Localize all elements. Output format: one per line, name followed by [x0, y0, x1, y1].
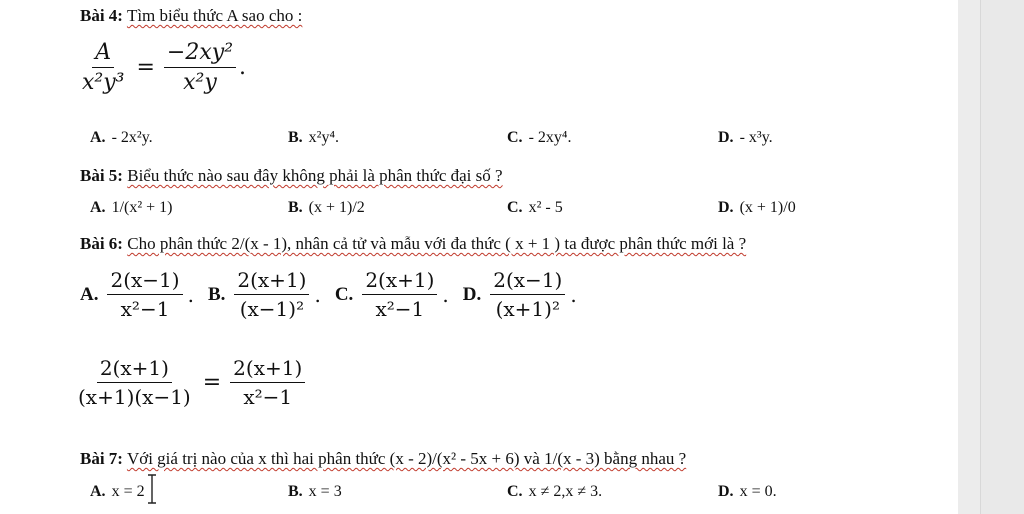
- bai5-text: Biểu thức nào sau đây không phải là phân thức đại số ?: [127, 166, 503, 185]
- bai4-option-b-text: x²y⁴.: [308, 129, 340, 146]
- bai6-option-c-den: x²−1: [375, 297, 425, 321]
- bai6-answer-equals: =: [202, 370, 222, 395]
- bai4-option-a-text: - 2x²y.: [111, 129, 153, 146]
- bai6-option-b-end: .: [314, 282, 321, 307]
- bai6-answer-equation: [72, 356, 308, 409]
- bai4-rhs-fraction: [164, 40, 236, 95]
- bai5-title: Bài 5:: [80, 166, 123, 185]
- bai6-answer-rhs-num: 2(x+1): [230, 356, 305, 383]
- bai7-text: Với giá trị nào của x thì hai phân thức (x - 2)/(x² - 5x + 6) và 1/(x - 3) bằng nhau ?: [126, 449, 687, 468]
- bai5-option-c-label: C.: [507, 199, 523, 216]
- bai6-answer-rhs-den: x²−1: [243, 385, 293, 409]
- bai4-eq-end: .: [239, 55, 247, 80]
- bai6-option-b-fraction[interactable]: [234, 268, 309, 321]
- bai4-option-b-label: B.: [288, 129, 303, 146]
- bai5-option-a-text: 1/(x² + 1): [111, 199, 173, 216]
- bai6-option-a-label[interactable]: A.: [80, 283, 99, 305]
- bai5-option-c-text: x² - 5: [528, 199, 563, 216]
- bai4-option-c[interactable]: [507, 128, 571, 148]
- bai6-answer-lhs-fraction: [75, 356, 194, 409]
- bai4-heading: [80, 6, 302, 26]
- bai4-option-d[interactable]: [718, 128, 773, 148]
- bai6-option-d-num: 2(x−1): [490, 268, 565, 295]
- bai4-option-c-text: - 2xy⁴.: [528, 129, 572, 146]
- bai5-option-b-label: B.: [288, 199, 303, 216]
- bai5-option-d-text: (x + 1)/0: [739, 199, 796, 216]
- bai4-equals: =: [136, 55, 155, 80]
- scroll-gutter: [958, 0, 980, 514]
- bai6-answer-lhs-num: 2(x+1): [97, 356, 172, 383]
- bai4-option-c-label: C.: [507, 129, 523, 146]
- bai7-title: Bài 7:: [80, 449, 123, 468]
- bai6-options-row: [80, 268, 577, 321]
- bai5-heading: [80, 166, 503, 186]
- bai6-option-b-den: (x−1)²: [239, 297, 305, 321]
- bai4-option-d-label: D.: [718, 129, 734, 146]
- bai6-option-a-num: 2(x−1): [107, 268, 182, 295]
- bai5-option-b[interactable]: [288, 198, 365, 218]
- bai6-option-c-end: .: [442, 282, 449, 307]
- bai4-option-d-text: - x³y.: [739, 129, 773, 146]
- bai7-option-d-label: D.: [718, 483, 734, 500]
- bai4-option-a-label: A.: [90, 129, 106, 146]
- bai7-option-d[interactable]: [718, 482, 777, 502]
- bai5-option-c[interactable]: [507, 198, 563, 218]
- bai7-option-b-label: B.: [288, 483, 303, 500]
- bai6-option-a-fraction[interactable]: [107, 268, 182, 321]
- bai7-option-a-text: x = 2: [111, 483, 145, 500]
- bai7-option-a[interactable]: [90, 482, 145, 502]
- bai4-text: Tìm biểu thức A sao cho :: [126, 6, 303, 25]
- bai6-option-d-label[interactable]: D.: [462, 283, 482, 305]
- bai6-option-a-end: .: [187, 282, 194, 307]
- bai7-option-b[interactable]: [288, 482, 342, 502]
- bai6-option-c-label[interactable]: C.: [334, 283, 354, 305]
- bai6-option-a-den: x²−1: [120, 297, 170, 321]
- bai7-option-c-label: C.: [507, 483, 523, 500]
- bai6-option-b-num: 2(x+1): [234, 268, 309, 295]
- bai4-lhs-fraction: [79, 40, 127, 95]
- bai7-option-d-text: x = 0.: [739, 483, 777, 500]
- bai6-option-b-label[interactable]: B.: [207, 283, 226, 305]
- bai6-option-d-end: .: [570, 282, 577, 307]
- bai4-lhs-num: A: [92, 40, 114, 68]
- bai4-rhs-den: x²y: [183, 70, 217, 95]
- bai6-option-c-num: 2(x+1): [362, 268, 437, 295]
- bai6-heading: [80, 234, 746, 254]
- bai4-lhs-den: x²y³: [82, 70, 125, 95]
- bai4-rhs-num: −2xy²: [164, 40, 236, 68]
- bai7-option-c-text: x ≠ 2,x ≠ 3.: [528, 483, 603, 500]
- bai7-option-b-text: x = 3: [308, 483, 342, 500]
- bai6-answer-lhs-den: (x+1)(x−1): [78, 385, 191, 409]
- text-cursor-icon: [146, 474, 158, 504]
- bai6-answer-rhs-fraction: [230, 356, 305, 409]
- bai4-equation: [76, 40, 246, 95]
- bai6-option-d-den: (x+1)²: [495, 297, 560, 321]
- bai5-option-a[interactable]: [90, 198, 172, 218]
- bai4-title: Bài 4:: [80, 6, 123, 25]
- bai4-option-b[interactable]: [288, 128, 339, 148]
- bai7-option-a-label: A.: [90, 483, 106, 500]
- bai6-option-d-fraction[interactable]: [490, 268, 565, 321]
- bai7-option-c[interactable]: [507, 482, 602, 502]
- bai6-option-c-fraction[interactable]: [362, 268, 437, 321]
- bai5-option-d-label: D.: [718, 199, 734, 216]
- bai7-heading: [80, 449, 686, 469]
- bai5-option-a-label: A.: [90, 199, 106, 216]
- bai6-title: Bài 6:: [80, 234, 123, 253]
- bai6-text: Cho phân thức 2/(x - 1), nhân cả tử và mẫu với đa thức ( x + 1 ) ta được phân thức mới là ?: [127, 234, 747, 253]
- bai4-option-a[interactable]: [90, 128, 153, 148]
- bai5-option-b-text: (x + 1)/2: [308, 199, 365, 216]
- bai5-option-d[interactable]: [718, 198, 796, 218]
- side-panel: [980, 0, 1024, 514]
